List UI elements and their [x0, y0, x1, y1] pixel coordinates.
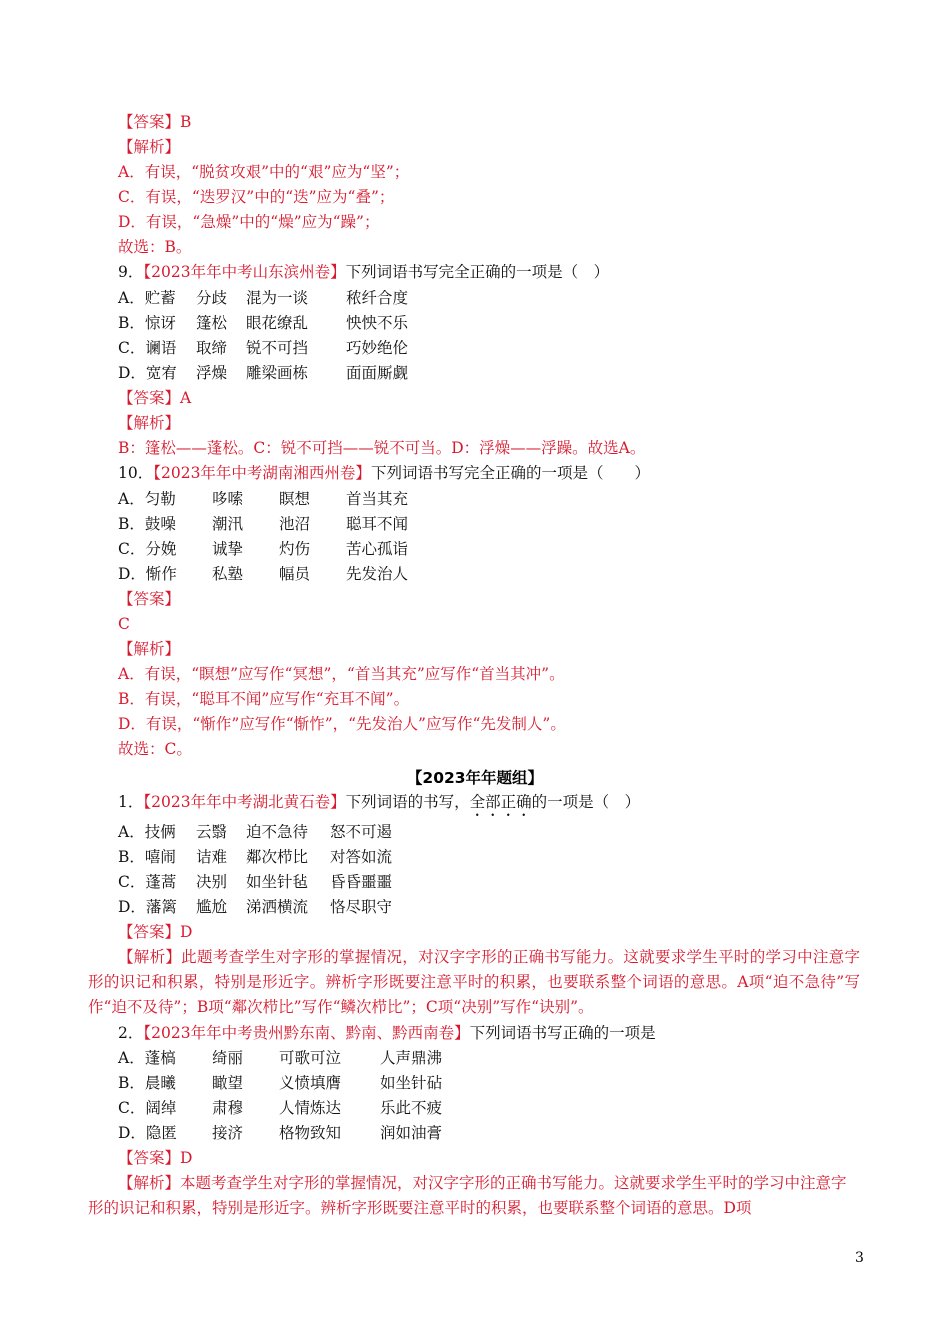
question-text: 下列词语书写完全正确的一项是（ ）	[345, 263, 610, 281]
question-number: 9．	[118, 263, 144, 281]
option-row: C．阔绰 肃穆 人情炼达 乐此不疲	[118, 1099, 443, 1117]
question-number: 1．	[118, 793, 144, 811]
analysis-line: B．有误，“聪耳不闻”应写作“充耳不闻”。	[118, 690, 410, 708]
question-text: 下列词语书写正确的一项是	[469, 1024, 656, 1042]
analysis-line: C．有误，“迭罗汉”中的“迭”应为“叠”；	[118, 188, 395, 206]
option-row: B．嘻闹 诘难 鄰次栉比 对答如流	[118, 848, 393, 866]
question-text: 下列词语书写完全正确的一项是（ ）	[370, 464, 650, 482]
question-source: 【2023年年中考湖南湘西州卷】	[153, 464, 371, 482]
analysis-line: B：篷松——蓬松。C：锐不可挡——锐不可当。D：浮燥——浮躁。故选A。	[118, 439, 646, 457]
option-row: B．晨曦 瞰望 义愤填膺 如坐针砧	[118, 1074, 443, 1092]
option-row: D．隐匿 接济 格物致知 润如油膏	[118, 1124, 443, 1142]
analysis-line: D．有误，“急燥”中的“燥”应为“躁”；	[118, 213, 380, 231]
question-source: 【2023年年中考贵州黔东南、黔南、黔西南卷】	[143, 1024, 470, 1042]
option-row: A．技俩 云翳 迫不急待 怒不可遏	[118, 823, 393, 841]
question-source: 【2023年年中考山东滨州卷】	[143, 263, 346, 281]
analysis-line: 故选：C。	[118, 740, 192, 758]
answer-label: 【答案】A	[118, 389, 192, 407]
answer-label: 【答案】	[118, 590, 181, 608]
group-title: 【2023年年题组】	[406, 769, 544, 787]
option-row: D．惭作 私塾 幅员 先发治人	[118, 565, 409, 583]
option-row: C．蓬蒿 决别 如坐针毡 昏昏噩噩	[118, 873, 393, 891]
answer-value: C	[118, 615, 130, 633]
answer-label: 【答案】D	[118, 1149, 193, 1167]
question-text: 的一项是（ ）	[531, 793, 641, 811]
option-row: B．惊讶 篷松 眼花缭乱 怏怏不乐	[118, 314, 409, 332]
option-row: A．蓬槁 绮丽 可歌可泣 人声鼎沸	[118, 1049, 443, 1067]
question-10-stem	[118, 463, 650, 483]
question-number: 2．	[118, 1024, 144, 1042]
answer-label: 【答案】B	[118, 113, 192, 131]
option-row: A．匀勒 哆嗦 瞑想 首当其充	[118, 490, 409, 508]
option-row: D．藩篱 尴尬 涕洒横流 恪尽职守	[118, 898, 393, 916]
option-row: C．谰语 取缔 锐不可挡 巧妙绝伦	[118, 339, 409, 357]
analysis-label: 【解析】	[118, 640, 181, 658]
analysis-line: A．有误，“瞑想”应写作“冥想”，“首当其充”应写作“首当其冲”。	[118, 665, 565, 683]
analysis-paragraph: 【解析】本题考查学生对字形的掌握情况，对汉字字形的正确书写能力。这就要求学生平时的学习中注意字形的识记和积累，特别是形近字。辨析字形既要注意平时的积累，也要联系整个词语的意思。D项	[88, 1174, 847, 1217]
emphasized-text: 全部正确	[469, 793, 532, 811]
question-source: 【2023年年中考湖北黄石卷】	[143, 793, 346, 811]
analysis-line: A．有误，“脱贫攻艰”中的“艰”应为“坚”；	[118, 163, 410, 181]
analysis-line: D．有误，“惭作”应写作“惭怍”，“先发治人”应写作“先发制人”。	[118, 715, 566, 733]
answer-label: 【答案】D	[118, 923, 193, 941]
option-row: D．宽宥 浮燥 雕梁画栋 面面厮觑	[118, 364, 409, 382]
page-number: 3	[855, 1250, 864, 1266]
analysis-label: 【解析】	[118, 414, 181, 432]
group-question-2-stem	[118, 1023, 656, 1043]
option-row: C．分娩 诚挚 灼伤 苦心孤诣	[118, 540, 409, 558]
option-row: B．鼓噪 潮汛 池沼 聪耳不闻	[118, 515, 409, 533]
question-text: 下列词语的书写，	[345, 793, 470, 811]
analysis-label: 【解析】	[118, 138, 181, 156]
analysis-line: 故选：B。	[118, 238, 192, 256]
analysis-paragraph: 【解析】此题考查学生对字形的掌握情况，对汉字字形的正确书写能力。这就要求学生平时的学习中注意字形的识记和积累，特别是形近字。辨析字形既要注意平时的积累，也要联系整个词语的意思。A项“迫不急待”写作“迫不及待”；B项“鄰次栉比”写作“鳞次栉比”；C项“决别”写作“诀别”。	[88, 948, 860, 1016]
group-question-1-stem	[118, 792, 640, 820]
option-row: A．贮蓄 分歧 混为一谈 秾纤合度	[118, 289, 409, 307]
question-number: 10．	[118, 464, 154, 482]
question-9-stem	[118, 262, 609, 282]
